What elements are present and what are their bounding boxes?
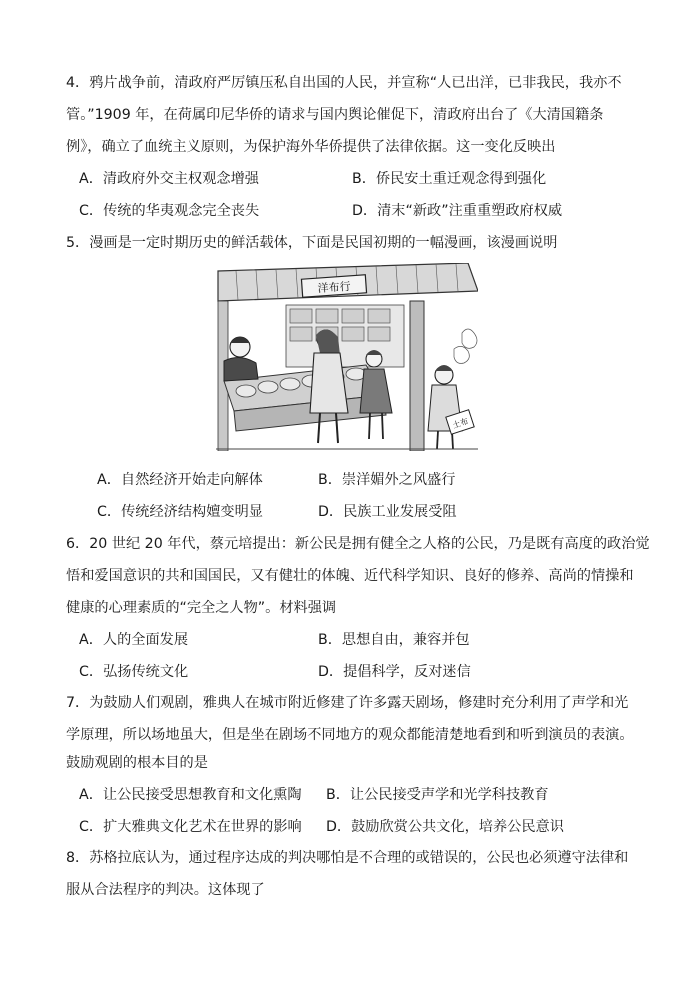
q7-line-2: 学原理，所以场地虽大，但是坐在剧场不同地方的观众都能清楚地看到和听到演员的表演。	[66, 727, 634, 743]
q6-option-b: B．思想自由，兼容并包	[318, 632, 470, 648]
q6-option-a: A．人的全面发展	[79, 632, 189, 648]
q4-option-a: A．清政府外交主权观念增强	[79, 171, 259, 187]
q4-option-d: D．清末“新政”注重重塑政府权威	[352, 203, 563, 219]
q6-line-1: 6．20 世纪 20 年代，蔡元培提出：新公民是拥有健全之人格的公民，乃是既有高度的政治觉	[66, 536, 650, 552]
q7-option-d: D．鼓励欣赏公共文化，培养公民意识	[326, 819, 564, 835]
q4-option-c: C．传统的华夷观念完全丧失	[79, 203, 260, 219]
q7-option-c: C．扩大雅典文化艺术在世界的影响	[79, 819, 302, 835]
q4-option-b: B．侨民安土重迁观念得到强化	[352, 171, 547, 187]
q7-option-b: B．让公民接受声学和光学科技教育	[326, 787, 549, 803]
q7-option-a: A．让公民接受思想教育和文化熏陶	[79, 787, 302, 803]
q5-option-d: D．民族工业发展受阻	[318, 504, 457, 520]
q5-option-a: A．自然经济开始走向解体	[97, 472, 263, 488]
q6-option-c: C．弘扬传统文化	[79, 664, 189, 680]
q5-line-1: 5．漫画是一定时期历史的鲜活载体，下面是民国初期的一幅漫画，该漫画说明	[66, 235, 558, 251]
q4-line-2: 管。”1909 年，在荷属印尼华侨的请求与国内舆论催促下，清政府出台了《大清国籍条	[66, 107, 604, 123]
q4-line-1: 4．鸦片战争前，清政府严厉镇压私自出国的人民，并宣称“人已出洋，已非我民，我亦不	[66, 75, 622, 91]
native-cloth-label: 土布	[451, 416, 470, 431]
q6-line-2: 悟和爱国意识的共和国国民，又有健壮的体魄、近代科学知识、良好的修养、高尚的情操和	[66, 568, 634, 584]
cartoon-image	[216, 263, 478, 451]
q5-option-c: C．传统经济结构嬗变明显	[97, 504, 263, 520]
q8-line-2: 服从合法程序的判决。这体现了	[66, 882, 265, 898]
q5-option-b: B．崇洋媚外之风盛行	[318, 472, 456, 488]
q6-option-d: D．提倡科学，反对迷信	[318, 664, 471, 680]
shop-sign-text: 洋布行	[317, 279, 352, 296]
q8-line-1: 8．苏格拉底认为，通过程序达成的判决哪怕是不合理的或错误的，公民也必须遵守法律和	[66, 850, 629, 866]
q6-line-3: 健康的心理素质的“完全之人物”。材料强调	[66, 600, 337, 616]
q7-line-1: 7．为鼓励人们观剧，雅典人在城市附近修建了许多露天剧场，修建时充分利用了声学和光	[66, 695, 629, 711]
q4-line-3: 例》，确立了血统主义原则，为保护海外华侨提供了法律依据。这一变化反映出	[66, 139, 556, 155]
q7-line-3: 鼓励观剧的根本目的是	[66, 755, 208, 771]
